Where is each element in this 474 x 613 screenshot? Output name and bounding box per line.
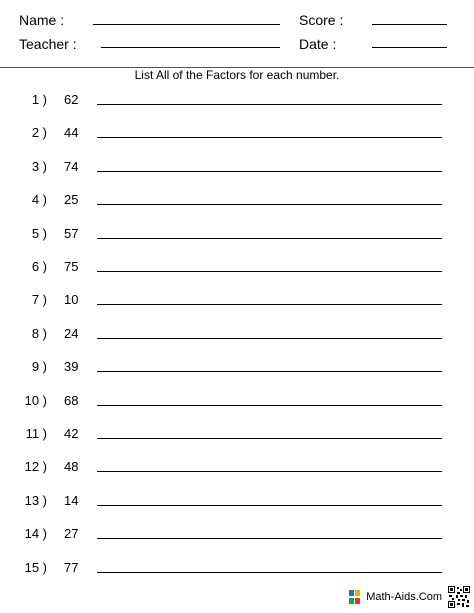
brand-text: Math-Aids.Com <box>366 591 442 603</box>
problem-value: 27 <box>64 526 79 542</box>
instructions-text: List All of the Factors for each number. <box>134 68 340 82</box>
answer-line[interactable] <box>97 104 442 105</box>
problem-row <box>0 261 474 281</box>
problem-value: 42 <box>64 426 79 441</box>
teacher-label: Teacher : <box>19 36 77 52</box>
answer-line[interactable] <box>97 371 442 372</box>
problem-row <box>0 325 474 348</box>
problem-number: 4 ) <box>31 192 47 208</box>
problem-number: 8 ) <box>31 325 47 341</box>
problem-number: 14 ) <box>24 526 47 542</box>
answer-line[interactable] <box>97 572 442 573</box>
problem-row <box>0 392 474 415</box>
problem-row <box>0 158 474 181</box>
problem-number: 12 ) <box>24 459 47 475</box>
answer-line[interactable] <box>97 171 442 172</box>
problem-value: 14 <box>64 492 79 508</box>
answer-line[interactable] <box>97 505 442 506</box>
answer-line[interactable] <box>97 438 442 439</box>
problem-row <box>0 528 474 548</box>
problem-value: 10 <box>64 292 79 308</box>
problem-value: 57 <box>64 225 79 241</box>
problem-number: 1 ) <box>31 92 47 107</box>
answer-line[interactable] <box>97 204 442 205</box>
answer-line[interactable] <box>97 137 442 138</box>
problem-value: 24 <box>64 325 79 341</box>
problem-value: 75 <box>64 259 79 274</box>
footer <box>347 585 470 609</box>
answer-line[interactable] <box>97 304 442 305</box>
problem-row <box>0 94 474 114</box>
qr-code-icon <box>448 586 470 608</box>
problem-number: 2 ) <box>31 125 47 141</box>
problem-value: 68 <box>64 392 79 408</box>
problem-number: 7 ) <box>31 292 47 308</box>
answer-line[interactable] <box>97 338 442 339</box>
problem-number: 11 ) <box>25 426 47 441</box>
problem-row <box>0 127 474 147</box>
problem-row <box>0 361 474 381</box>
problem-row <box>0 294 474 314</box>
problem-value: 25 <box>64 192 79 208</box>
math-aids-logo-icon <box>347 588 363 606</box>
problem-value: 62 <box>64 92 79 107</box>
problem-row <box>0 492 474 515</box>
answer-line[interactable] <box>97 471 442 472</box>
problem-value: 39 <box>64 359 79 375</box>
problem-row <box>0 559 474 582</box>
date-label: Date : <box>299 36 337 52</box>
problem-row <box>0 428 474 448</box>
name-label: Name : <box>19 12 65 28</box>
problem-value: 44 <box>64 125 79 141</box>
problem-row <box>0 194 474 214</box>
problem-number: 5 ) <box>31 225 47 241</box>
problem-number: 10 ) <box>24 392 47 408</box>
problem-number: 6 ) <box>31 259 47 274</box>
problem-value: 77 <box>64 559 79 575</box>
problem-number: 3 ) <box>31 158 47 174</box>
problem-row <box>0 461 474 481</box>
problem-value: 48 <box>64 459 79 475</box>
problem-number: 9 ) <box>31 359 47 375</box>
problem-value: 74 <box>64 158 79 174</box>
answer-line[interactable] <box>97 271 442 272</box>
score-label: Score : <box>299 12 344 28</box>
answer-line[interactable] <box>97 405 442 406</box>
problem-number: 15 ) <box>24 559 47 575</box>
problem-number: 13 ) <box>24 492 47 508</box>
answer-line[interactable] <box>97 538 442 539</box>
problem-row <box>0 225 474 248</box>
answer-line[interactable] <box>97 238 442 239</box>
